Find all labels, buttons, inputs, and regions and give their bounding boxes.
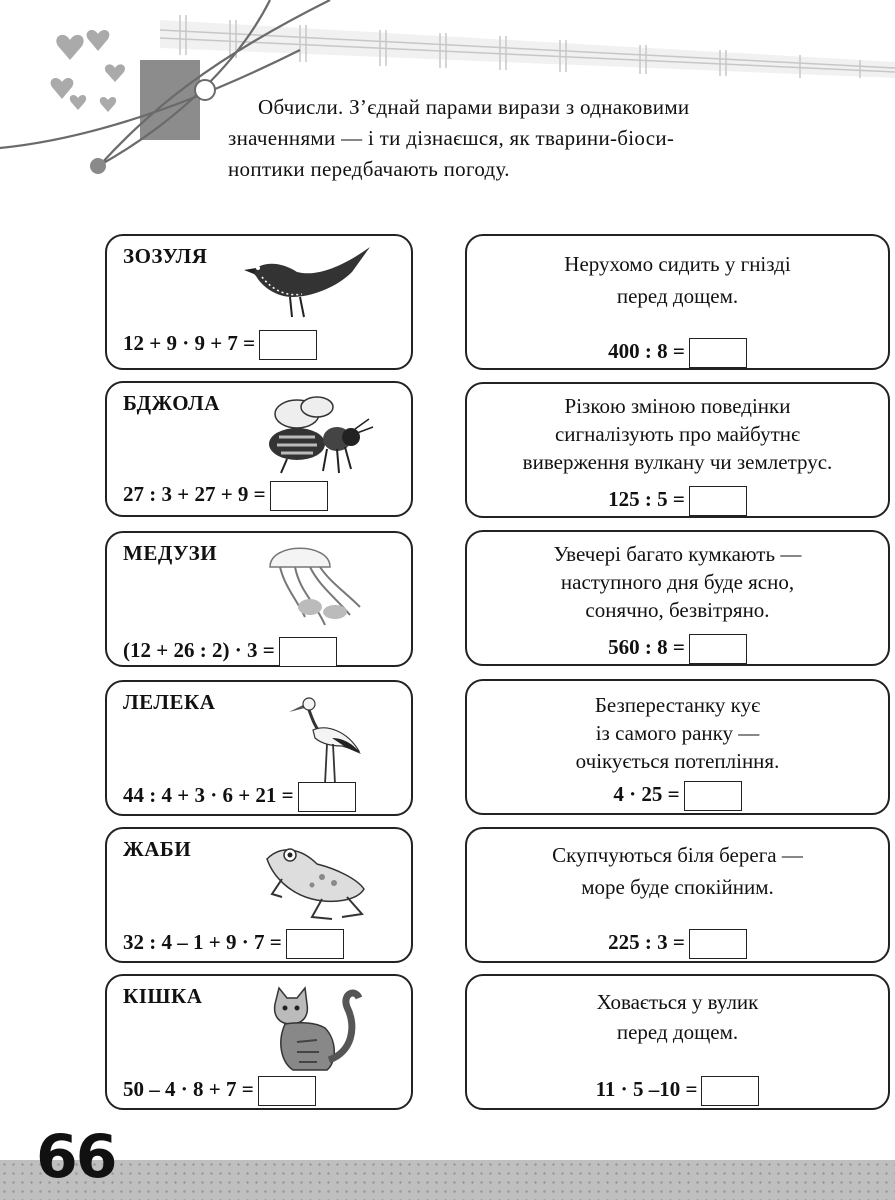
expression-text: 125 : 5 = (608, 486, 685, 511)
animal-card-cat (105, 974, 413, 1110)
answer-box[interactable] (258, 1076, 316, 1106)
behavior-text (467, 988, 888, 1048)
answer-box[interactable] (286, 929, 344, 959)
instruction-line-1: Обчисли. З’єднай парами вирази з однаковими (258, 95, 690, 119)
task-instruction (228, 92, 828, 185)
behavior-text (467, 691, 888, 775)
math-expression (467, 486, 888, 516)
math-expression (123, 929, 344, 959)
math-expression (467, 634, 888, 664)
behavior-line: Нерухомо сидить у гнізді (564, 252, 791, 276)
animal-name: БДЖОЛА (123, 391, 220, 415)
expression-text: 50 – 4 · 8 + 7 = (123, 1076, 254, 1101)
animal-card-cuckoo (105, 234, 413, 370)
behavior-line: перед дощем. (616, 1020, 739, 1044)
behavior-card (465, 974, 890, 1110)
behavior-line: Увечері багато кумкають — (553, 542, 802, 566)
math-expression (467, 338, 888, 368)
animal-card-jellyfish (105, 531, 413, 667)
math-expression (123, 481, 328, 511)
math-expression (123, 1076, 316, 1106)
math-expression (467, 781, 888, 811)
behavior-line: сонячно, безвітряно. (585, 598, 770, 622)
behavior-line: Різкою зміною поведінки (564, 394, 791, 418)
animal-name: ЛЕЛЕКА (123, 690, 216, 714)
behavior-card (465, 234, 890, 370)
page-number: 66 (36, 1122, 116, 1192)
behavior-line: Скупчуються біля берега — (552, 843, 803, 867)
answer-box[interactable] (689, 929, 747, 959)
answer-box[interactable] (298, 782, 356, 812)
bee-icon (257, 389, 377, 479)
behavior-line: виверження вулкану чи землетрус. (522, 450, 833, 474)
animal-name: ЖАБИ (123, 837, 192, 861)
expression-text: (12 + 26 : 2) · 3 = (123, 637, 275, 662)
math-expression (123, 330, 317, 360)
answer-box[interactable] (689, 634, 747, 664)
bottom-band (0, 1160, 895, 1200)
expression-text: 32 : 4 – 1 + 9 · 7 = (123, 929, 282, 954)
plaid-ribbon (160, 15, 895, 78)
jellyfish-icon (255, 537, 365, 632)
answer-box[interactable] (689, 486, 747, 516)
expression-text: 12 + 9 · 9 + 7 = (123, 330, 256, 355)
answer-box[interactable] (684, 781, 742, 811)
answer-box[interactable] (270, 481, 328, 511)
hearts-decoration (51, 30, 125, 112)
behavior-text (467, 250, 888, 314)
cuckoo-icon (242, 242, 372, 322)
animal-card-stork (105, 680, 413, 816)
expression-text: 44 : 4 + 3 · 6 + 21 = (123, 782, 294, 807)
animal-card-bee (105, 381, 413, 517)
expression-text: 11 · 5 –10 = (595, 1076, 698, 1101)
answer-box[interactable] (279, 637, 337, 667)
behavior-card (465, 679, 890, 815)
behavior-text (467, 841, 888, 905)
animal-name: ЗОЗУЛЯ (123, 244, 208, 268)
math-expression (467, 1076, 888, 1106)
frog-icon (262, 839, 372, 924)
cat-icon (267, 982, 362, 1077)
instruction-line-2: значеннями — і ти дізнаєшся, як тварини-біоси- (228, 126, 675, 150)
behavior-line: Безперестанку кує (594, 693, 761, 717)
animal-card-frog (105, 827, 413, 963)
animal-name: МЕДУЗИ (123, 541, 218, 565)
behavior-card (465, 530, 890, 666)
behavior-line: наступного дня буде ясно, (560, 570, 795, 594)
behavior-text (467, 540, 888, 624)
behavior-line: із самого ранку — (595, 721, 760, 745)
expression-text: 4 · 25 = (613, 781, 680, 806)
expression-text: 27 : 3 + 27 + 9 = (123, 481, 266, 506)
behavior-card (465, 827, 890, 963)
expression-text: 400 : 8 = (608, 338, 685, 363)
expression-text: 225 : 3 = (608, 929, 685, 954)
behavior-line: море буде спокійним. (581, 875, 774, 899)
behavior-line: перед дощем. (616, 284, 739, 308)
math-expression (123, 637, 337, 667)
behavior-line: сигналізують про майбутнє (554, 422, 800, 446)
math-expression (467, 929, 888, 959)
stork-icon (287, 686, 367, 786)
answer-box[interactable] (689, 338, 747, 368)
answer-box[interactable] (259, 330, 317, 360)
behavior-text (467, 392, 888, 476)
behavior-card (465, 382, 890, 518)
behavior-line: Ховається у вулик (596, 990, 759, 1014)
behavior-line: очікується потепління. (575, 749, 780, 773)
math-expression (123, 782, 356, 812)
answer-box[interactable] (701, 1076, 759, 1106)
expression-text: 560 : 8 = (608, 634, 685, 659)
instruction-line-3: ноптики передбачають погоду. (228, 157, 510, 181)
animal-name: КІШКА (123, 984, 203, 1008)
